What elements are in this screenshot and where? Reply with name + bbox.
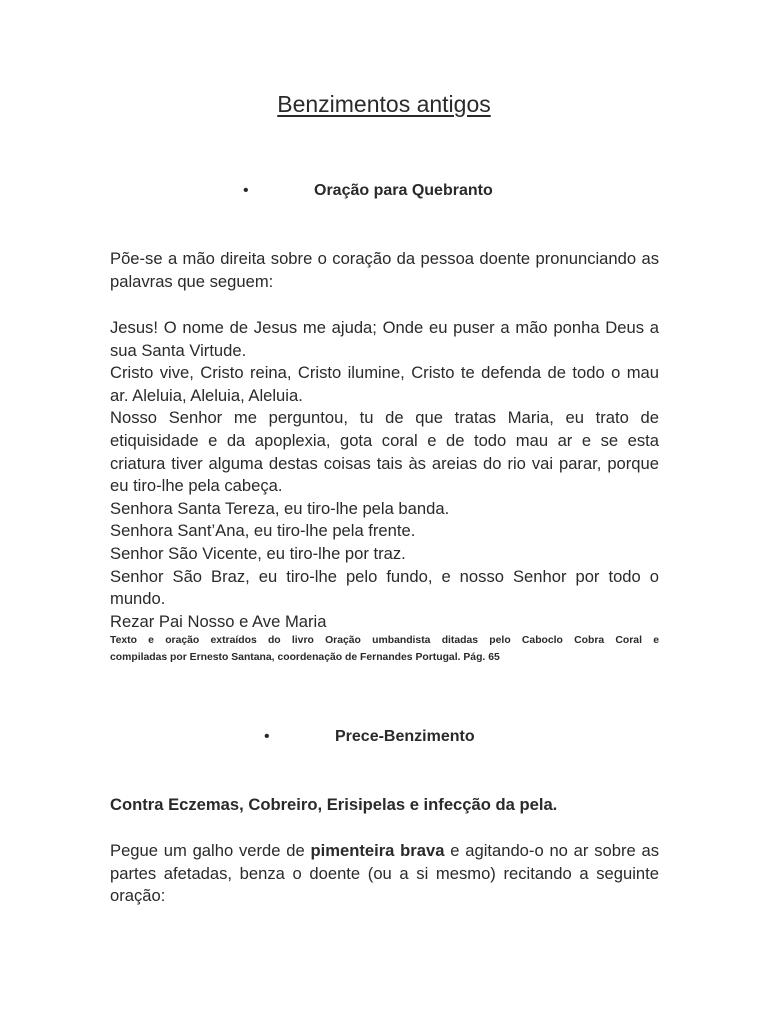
text-line: Senhor São Vicente, eu tiro-lhe por traz. [110, 543, 406, 563]
source-note [110, 632, 659, 666]
text-line [110, 840, 659, 863]
text-line: palavras que seguem: [110, 271, 274, 291]
text-line: ar. Aleluia, Aleluia, Aleluia. [110, 385, 303, 405]
text-line: Rezar Pai Nosso e Ave Maria [110, 611, 327, 631]
intro-paragraph [110, 248, 659, 293]
section-heading-prece [0, 726, 768, 748]
bullet-icon: • [243, 182, 249, 199]
prayer-paragraph [110, 317, 659, 633]
section-title: Oração para Quebranto [314, 182, 493, 199]
text-line: partes afetadas, benza o doente (ou a si mesmo) recitando a seguinte [110, 863, 659, 883]
emphasis-text: pimenteira brava [310, 841, 445, 860]
subheading: Contra Eczemas, Cobreiro, Erisipelas e infecção da pela. [110, 795, 558, 814]
text-line: Texto e oração extraídos do livro Oração umbandista ditadas pelo Caboclo Cobra Coral e [110, 635, 659, 646]
text-line: oração: [110, 886, 166, 906]
instruction-paragraph [110, 840, 659, 908]
text-line: Senhora Sant’Ana, eu tiro-lhe pela frente. [110, 521, 416, 541]
text-line: Senhora Santa Tereza, eu tiro-lhe pela banda. [110, 498, 450, 518]
section-heading-quebranto [0, 180, 768, 202]
text-line: compiladas por Ernesto Santana, coordenação de Fernandes Portugal. Pág. 65 [110, 652, 500, 663]
text-line: sua Santa Virtude. [110, 340, 247, 360]
text-line: Nosso Senhor me perguntou, tu de que tratas Maria, eu trato de [110, 408, 659, 428]
document-title: Benzimentos antigos [277, 91, 491, 117]
text-line: eu tiro-lhe pela cabeça. [110, 476, 283, 496]
text-line: Põe-se a mão direita sobre o coração da pessoa doente pronunciando as [110, 249, 659, 268]
text-span: Pegue um galho verde de [110, 841, 311, 860]
section-title: Prece-Benzimento [335, 728, 475, 745]
text-line: etiquisidade e da apoplexia, gota coral e de todo mau ar e se esta [110, 430, 659, 450]
text-line: criatura tiver alguma destas coisas tais às areias do rio vai parar, porque [110, 453, 659, 473]
text-line: Cristo vive, Cristo reina, Cristo ilumine, Cristo te defenda de todo o mau [110, 363, 659, 383]
text-span: e agitando-o no ar sobre as [444, 841, 660, 860]
text-line: mundo. [110, 589, 166, 609]
text-line: Senhor São Braz, eu tiro-lhe pelo fundo, e nosso Senhor por todo o [110, 566, 659, 586]
text-line: Jesus! O nome de Jesus me ajuda; Onde eu puser a mão ponha Deus a [110, 318, 659, 337]
bullet-icon: • [264, 728, 270, 745]
